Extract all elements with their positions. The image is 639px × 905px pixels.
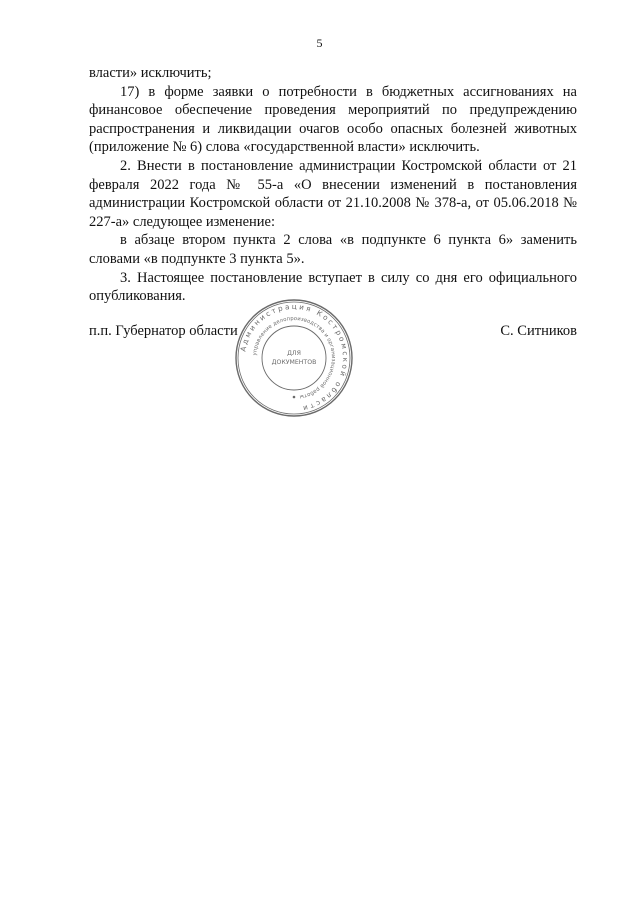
svg-text:управление делопроизводства и	[252, 316, 336, 400]
page-number: 5	[316, 36, 323, 50]
signatory-name: С. Ситников	[500, 323, 577, 339]
stamp-inner-text: управление делопроизводства и организационной работы	[252, 315, 337, 400]
paragraph-continuation: власти» исключить;	[89, 65, 212, 81]
signatory-position: п.п. Губернатор области	[89, 323, 238, 339]
paragraph-item-3: 3. Настоящее постановление вступает в силу со дня его официального опубликования.	[89, 269, 577, 305]
document-body	[89, 64, 577, 306]
official-stamp-seal	[233, 297, 355, 419]
paragraph-amendment: в абзаце втором пункта 2 слова «в подпункте 6 пункта 6» заменить словами «в подпункте 3 пункта 5».	[89, 232, 577, 267]
stamp-outer-text: Администрация Костромской области	[238, 301, 351, 414]
paragraph-item-17: 17) в форме заявки о потребности в бюджетных ассигнованиях на финансовое обеспечение проведения мероприятий по предупреждению распространения и ликвидации очагов особо опасных болезней животных (приложение № 6) слова «государственной власти» исключить.	[89, 83, 577, 156]
paragraph-item-2: 2. Внести в постановление администрации Костромской области от 21 февраля 2022 года № 55-а «О внесении изменений в постановления администрации Костромской области от 21.10.2008 № 378-а, от 05.06.2018 № 227-а» следующее изменение:	[89, 157, 577, 230]
stamp-center-line1: ДЛЯ	[287, 350, 301, 357]
stamp-dot	[293, 396, 296, 399]
stamp-center-line2: ДОКУМЕНТОВ	[271, 359, 317, 366]
